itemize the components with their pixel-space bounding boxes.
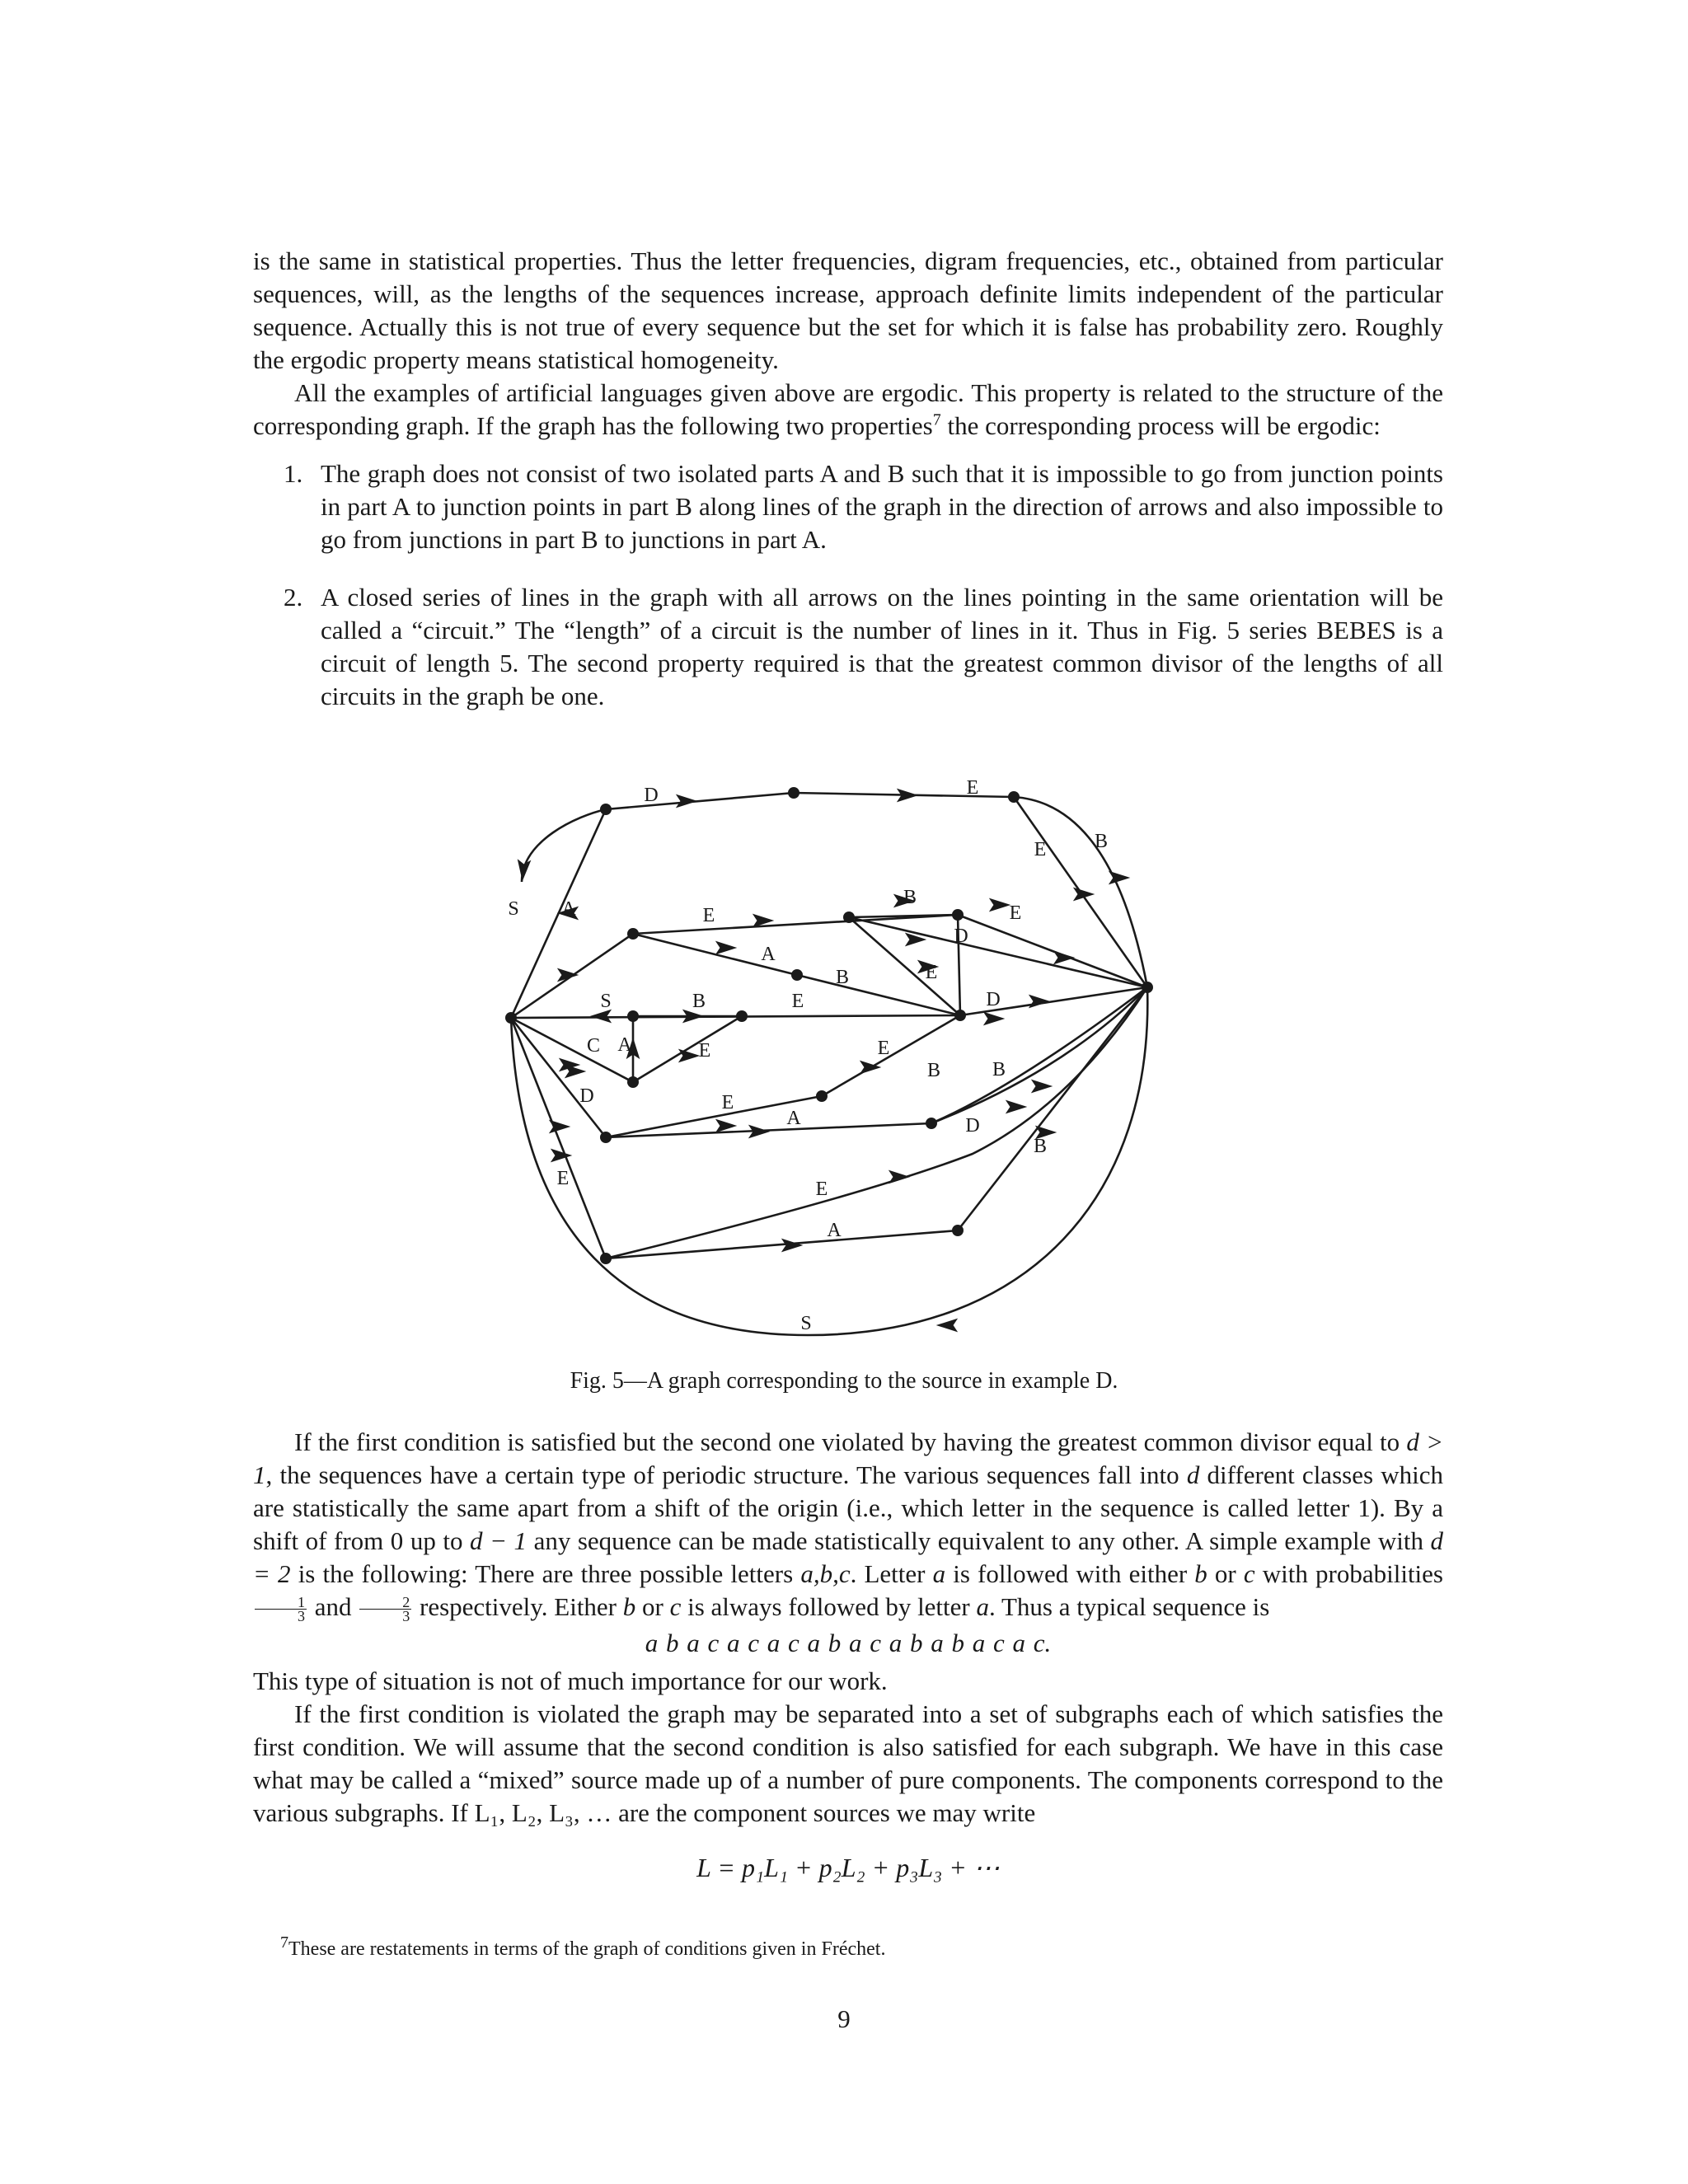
graph-edge [931,987,1147,1123]
arrow-icon [593,1011,609,1021]
arrow-icon [1111,873,1127,883]
graph-edge [958,915,1147,987]
graph-node [600,1253,612,1264]
edge-label: S [600,991,612,1012]
edge-label: D [954,926,968,947]
graph-edge [822,1015,960,1096]
edge-label: E [721,1092,734,1113]
arrow-icon [1031,996,1047,1006]
graph-node [627,1076,639,1088]
arrow-icon [751,1127,767,1137]
graph-edge [606,793,794,809]
edge-label: E [791,991,804,1012]
edge-label: E [556,1168,570,1189]
mixed-source-equation: L = p₁L₁ + p₂L₂ + p₃L₃ + ⋯ [696,1853,1000,1882]
paragraph-2: All the examples of artificial languages given above are ergodic. This property is related to the structure of the corresponding graph. If the graph has the following two properties$^7$ the corresponding process will be ergodic: [253,378,1443,440]
edge-label: B [1033,1136,1048,1157]
graph-node [736,1010,748,1022]
edge-label: E [925,962,938,983]
arrow-icon [1056,953,1071,963]
edge-label: E [702,905,715,926]
edge-label: A [761,944,776,965]
arrow-icon [755,916,771,926]
graph-node [816,1090,828,1102]
arrow-icon [678,796,694,806]
graph-node [505,1012,517,1024]
graph-node [954,1010,966,1021]
graph-node [627,928,639,940]
edge-label: D [986,989,1001,1010]
graph-edge [606,1123,931,1137]
page-number: 9 [837,2004,851,2033]
edge-label: E [1034,839,1047,860]
graph-node [952,909,964,921]
footnote-ref: 7 [932,410,941,429]
arrow-icon [681,1051,696,1061]
edge-label: B [992,1059,1006,1080]
graph-edge [931,987,1147,1123]
edge-label: B [903,887,917,908]
graph-node [952,1225,964,1236]
footnote: $^7$These are restatements in terms of the graph of conditions given in Fréchet. [280,1933,886,1960]
paragraph-4: This type of situation is not of much importance for our work. [253,1666,888,1695]
example-sequence: a b a c a c a c a b a c a b a b a c a c. [645,1629,1052,1657]
graph-node [1008,791,1020,803]
arrow-icon [992,900,1007,910]
edge-label: D [965,1115,980,1137]
arrow-icon [907,935,923,944]
arrow-icon [518,862,529,879]
paragraph-5: If the first condition is violated the graph may be separated into a set of subgraphs each of which satisfies the first condition. We will assume that the second condition is also satisfied for each subgraph. We have in this case what may be called a “mixed” source made up of a number of pure components. The components correspond to the various subgraphs. If L₁, L₂, L₃, … are the component sources we may write [253,1699,1443,1827]
edge-label: B [926,1060,941,1081]
arrow-icon [718,943,734,953]
list-item: 1. The graph does not consist of two isolated parts A and B such that it is impossible to go from junction points in part A to junction points in part B along lines of the graph in the direction of arrows and also impossible to go from junctions in part B to junctions in part A. [284,459,1443,554]
arrow-icon [1076,889,1091,899]
lower-text-block [253,1426,1443,1884]
arrow-icon [940,1320,955,1330]
graph-node [1142,982,1153,993]
edge-label: S [508,898,519,920]
graph-edge [522,809,606,882]
edge-label: E [1009,902,1022,924]
arrow-icon [560,970,575,980]
graph-node [791,969,803,981]
graph-node [627,1010,639,1022]
figure-caption: Fig. 5—A graph corresponding to the source in example D. [570,1368,1118,1394]
fraction-one-third: $\frac{1}{3}$ [255,1596,307,1623]
edge-label: S [800,1313,812,1334]
graph-edge [633,1016,742,1082]
edge-label: A [786,1108,801,1129]
graph-node [600,804,612,815]
edge-label: B [835,967,850,988]
edge-label: D [579,1085,594,1107]
edge-label: B [1094,831,1109,852]
edge-label: E [815,1179,828,1200]
arrow-icon [718,1121,734,1131]
fraction-two-thirds: $\frac{2}{3}$ [359,1596,411,1623]
edge-label: A [827,1220,842,1241]
edge-label: E [877,1038,890,1059]
graph-edge [849,917,1147,987]
edge-label: E [698,1040,711,1062]
paragraph-1: is the same in statistical properties. Thus the letter frequencies, digram frequencies, etc., obtained from particular sequences, will, as the lengths of the sequences increase, approach definite limits independent of the particular sequence. Actually this is not true of every sequence but the set for which it is false has probability zero. Roughly the ergodic property means statistical homogeneity. [253,246,1443,374]
paragraph-3: If the first condition is satisfied but the second one violated by having the greatest common divisor equal to d > 1, the sequences have a certain type of periodic structure. The various sequences fall into d different classes which are statistically the same apart from a shift of the origin (i.e., which letter in the sequence is called letter 1). By a shift of from 0 up to d − 1 any sequence can be made statistically equivalent to any other. A simple example with d = 2 is the following: There are three possible letters a,b,c. Letter a is followed with either b or c with probabilities $\frac{1}{3}$ and $\frac{2}{3}$ respectively. Either b or c is always followed by letter a. Thus a typical sequence is [253,1427,1444,1625]
graph-node [843,912,855,923]
edge-label: A [561,898,576,920]
arrow-icon [685,1011,701,1021]
arrow-icon [891,1172,907,1182]
edge-label: E [966,777,979,799]
arrow-icon [899,790,915,800]
arrow-icon [551,1122,567,1132]
graph-node [788,787,799,799]
arrow-icon [1034,1081,1049,1091]
edge-label: B [692,991,706,1012]
list-item: 2. A closed series of lines in the graph with all arrows on the lines pointing in the same orientation will be called a “circuit.” The “length” of a circuit is the number of lines in it. Thus in Fig. 5 series BEBES is a circuit of length 5. The second property required is that the greatest common divisor of the lengths of all circuits in the graph be one. [284,583,1443,710]
edge-label: C [586,1035,601,1057]
edge-label: D [644,785,659,806]
arrow-icon [784,1240,799,1250]
graph-node [600,1132,612,1143]
arrow-icon [1008,1102,1024,1112]
graph-node [926,1118,937,1129]
graph-edge [511,987,1147,1335]
arrow-icon [986,1014,1001,1024]
edge-label: A [617,1034,632,1056]
graph-edge [849,915,958,917]
